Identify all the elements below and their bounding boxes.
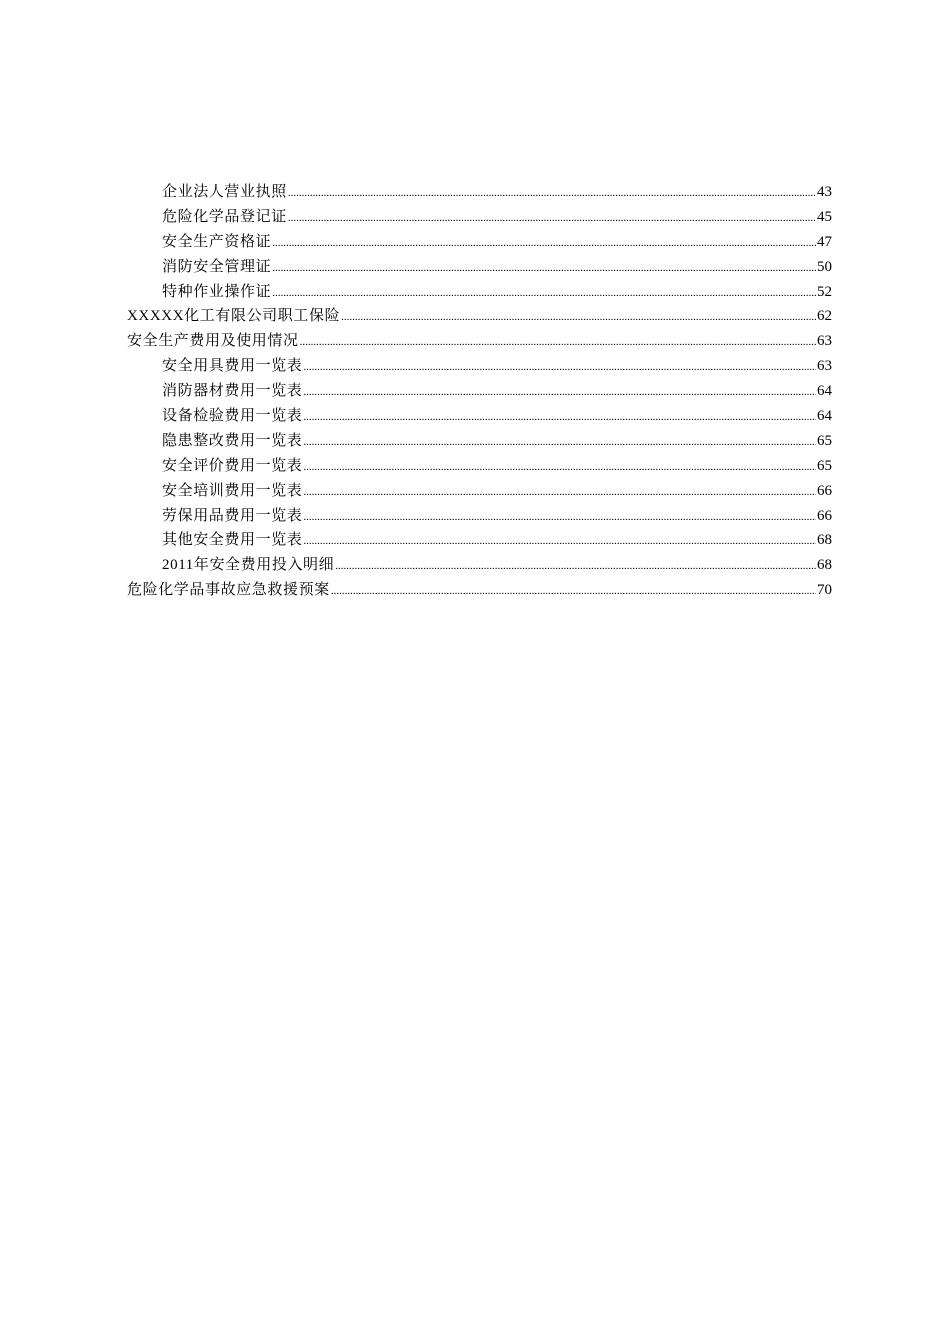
toc-entry-title: 企业法人营业执照	[162, 184, 287, 200]
toc-dot-leader	[288, 206, 816, 231]
toc-entry-page-number: 66	[817, 507, 832, 524]
toc-dot-leader	[341, 305, 816, 330]
toc-entry-title: 危险化学品事故应急救援预案	[127, 582, 330, 599]
toc-entry[interactable]	[127, 304, 832, 329]
toc-entry-page-number: 62	[817, 308, 832, 325]
toc-entry-title: 特种作业操作证	[162, 283, 272, 300]
toc-entry-title: XXXXX化工有限公司职工保险	[127, 308, 341, 325]
toc-entry-page-number: 65	[817, 457, 832, 474]
toc-entry[interactable]	[127, 578, 832, 603]
toc-entry[interactable]	[127, 404, 832, 429]
toc-entry[interactable]	[127, 504, 832, 529]
toc-dot-leader	[303, 380, 816, 405]
toc-entry-title: 其他安全费用一览表	[162, 532, 303, 549]
toc-dot-leader	[331, 579, 816, 604]
toc-entry-page-number: 43	[817, 184, 832, 200]
toc-dot-leader	[272, 231, 816, 256]
toc-entry-title: 安全培训费用一览表	[162, 482, 303, 499]
toc-dot-leader	[303, 455, 816, 480]
toc-entry-page-number: 63	[817, 358, 832, 375]
toc-dot-leader	[303, 529, 816, 554]
toc-entry-title: 安全评价费用一览表	[162, 457, 303, 474]
toc-dot-leader	[303, 505, 816, 530]
toc-entry-title: 劳保用品费用一览表	[162, 507, 303, 524]
toc-entry-title: 安全用具费用一览表	[162, 358, 303, 375]
toc-entry-page-number: 65	[817, 432, 832, 449]
toc-entry-title: 消防器材费用一览表	[162, 383, 303, 400]
toc-entry[interactable]	[127, 429, 832, 454]
toc-entry-title: 安全生产费用及使用情况	[127, 333, 299, 350]
toc-entry-page-number: 52	[817, 283, 832, 300]
toc-entry-page-number: 64	[817, 408, 832, 425]
toc-entry[interactable]	[127, 280, 832, 305]
toc-entry-page-number: 45	[817, 208, 832, 225]
toc-entry-title: 2011年安全费用投入明细	[162, 557, 335, 574]
toc-entry-title: 隐患整改费用一览表	[162, 432, 303, 449]
toc-entry-page-number: 64	[817, 383, 832, 400]
toc-entry-title: 设备检验费用一览表	[162, 408, 303, 425]
toc-entry-page-number: 50	[817, 258, 832, 275]
toc-dot-leader	[303, 405, 816, 430]
toc-dot-leader	[335, 554, 816, 579]
toc-entry[interactable]	[127, 379, 832, 404]
toc-dot-leader	[303, 430, 816, 455]
toc-entry-title: 危险化学品登记证	[162, 208, 287, 225]
toc-entry[interactable]	[127, 454, 832, 479]
toc-dot-leader	[303, 480, 816, 505]
toc-entry[interactable]	[127, 528, 832, 553]
toc-dot-leader	[300, 330, 816, 355]
toc-entry[interactable]	[127, 329, 832, 354]
toc-entry[interactable]	[127, 354, 832, 379]
toc-entry[interactable]	[127, 180, 832, 205]
toc-entry[interactable]	[127, 205, 832, 230]
toc-dot-leader	[288, 181, 816, 206]
toc-entry[interactable]	[127, 479, 832, 504]
toc-entry-title: 安全生产资格证	[162, 233, 272, 250]
table-of-contents	[127, 180, 832, 603]
toc-entry[interactable]	[127, 230, 832, 255]
toc-entry-title: 消防安全管理证	[162, 258, 272, 275]
toc-entry-page-number: 70	[817, 582, 832, 599]
toc-dot-leader	[303, 355, 816, 380]
toc-entry-page-number: 63	[817, 333, 832, 350]
toc-entry-page-number: 66	[817, 482, 832, 499]
toc-entry[interactable]	[127, 255, 832, 280]
toc-entry-page-number: 68	[817, 532, 832, 549]
toc-entry-page-number: 68	[817, 557, 832, 574]
toc-dot-leader	[272, 281, 816, 306]
toc-dot-leader	[272, 256, 816, 281]
toc-entry[interactable]	[127, 553, 832, 578]
toc-entry-page-number: 47	[817, 233, 832, 250]
